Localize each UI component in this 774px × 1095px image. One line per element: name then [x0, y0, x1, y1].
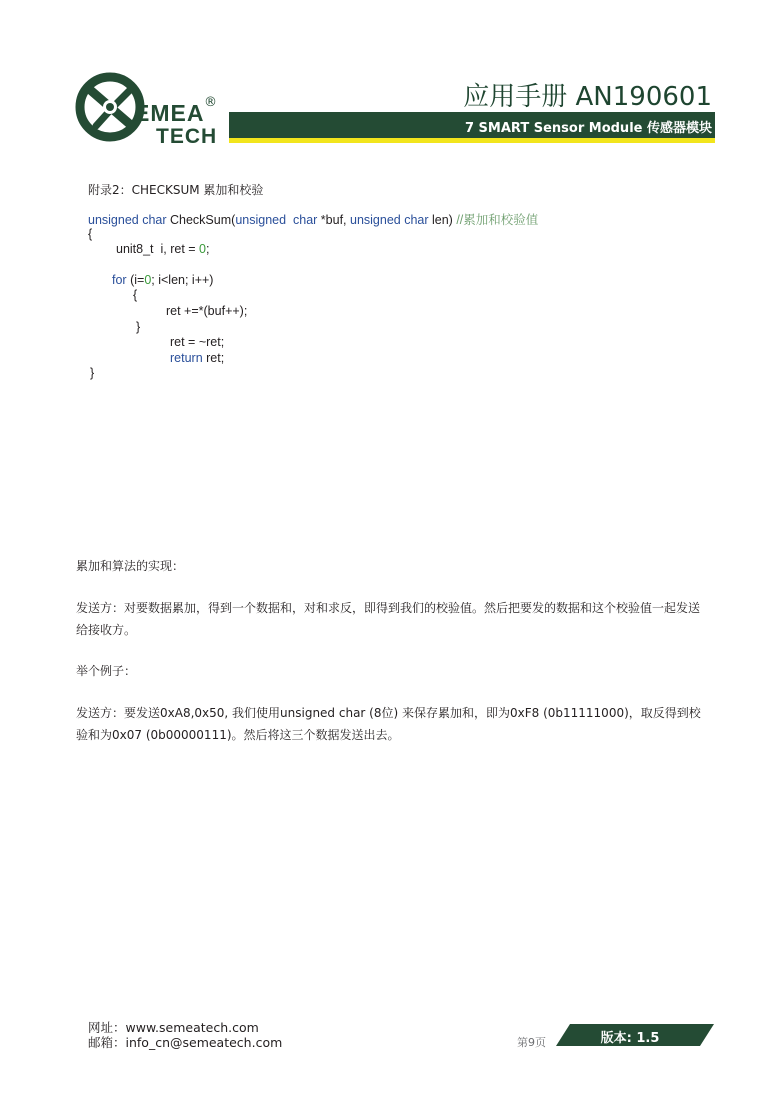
page-number: 第9页: [517, 1036, 546, 1049]
code-line-declaration: unit8_t i, ret = 0;: [116, 242, 210, 256]
header-accent-line: [229, 138, 715, 143]
svg-text:TECH: TECH: [156, 125, 218, 148]
code-line-close-brace: }: [90, 366, 95, 380]
document-title: 应用手册 AN190601: [463, 82, 712, 112]
code-line-loop-close: }: [136, 320, 141, 334]
paragraph-example: 发送方：要发送0xA8,0x50, 我们使用unsigned char (8位) 来保存累加和，即为0xF8 (0b11111000)，取反得到校验和为0x07 (0b00000111)。然后将这三个数据发送出去。: [76, 706, 701, 742]
section-title-implementation: 累加和算法的实现：: [76, 559, 185, 573]
svg-text:®: ®: [204, 95, 217, 110]
code-line-open-brace: {: [88, 227, 93, 241]
example-heading: 举个例子：: [76, 664, 137, 678]
code-line-for-loop: for (i=0; i<len; i++): [112, 273, 214, 287]
code-line-accumulate: ret +=*(buf++);: [166, 304, 248, 318]
document-subtitle: 7 SMART Sensor Module 传感器模块: [464, 121, 712, 136]
semeatech-logo: [74, 66, 224, 148]
svg-text:EMEA: EMEA: [134, 100, 205, 126]
code-line-invert: ret = ~ret;: [170, 335, 225, 349]
footer-email: 邮箱：info_cn@semeatech.com: [88, 1035, 283, 1050]
paragraph-sender-description: 发送方：对要数据累加，得到一个数据和，对和求反，即得到我们的校验值。然后把要发的数据和这个校验值一起发送给接收方。: [76, 601, 701, 637]
code-line-signature: unsigned char CheckSum(unsigned char *buf, unsigned char len) //累加和校验值: [88, 213, 539, 227]
code-line-loop-open: {: [133, 288, 138, 302]
code-line-return: return ret;: [170, 351, 225, 365]
footer-website: 网址：www.semeatech.com: [88, 1020, 259, 1035]
version-label: 版本: 1.5: [600, 1031, 660, 1046]
appendix-heading: 附录2：CHECKSUM 累加和校验: [88, 183, 264, 197]
